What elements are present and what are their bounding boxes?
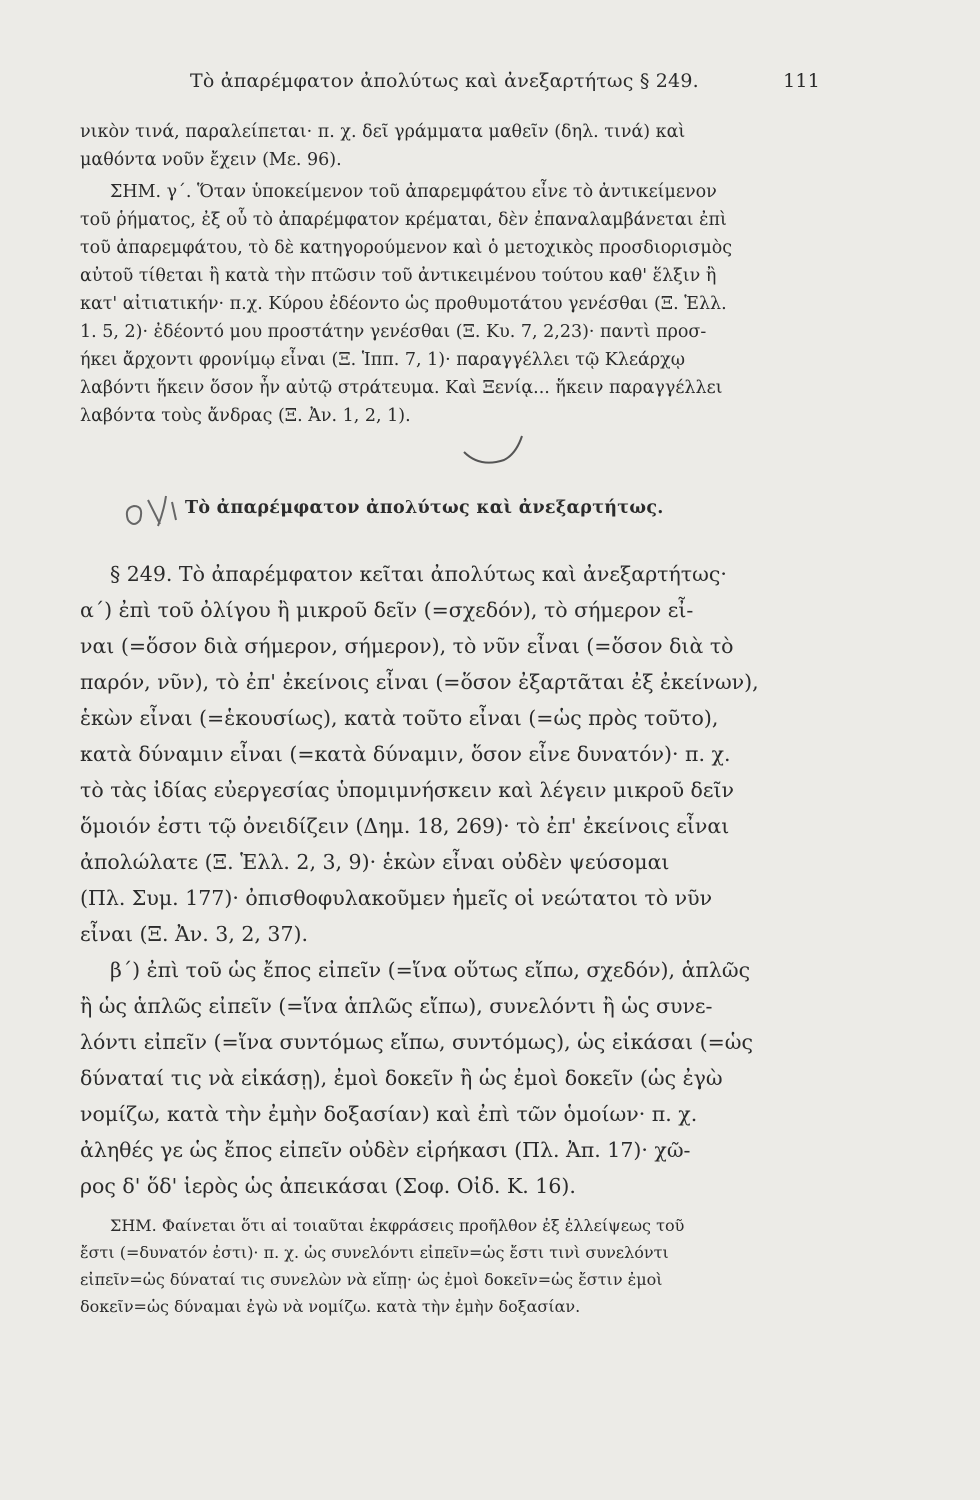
- text-line: τοῦ ῥήματος, ἐξ οὗ τὸ ἀπαρέμφατον κρέμαται, δὲν ἐπαναλαμβάνεται ἐπὶ: [80, 210, 727, 230]
- text-line: ἔστι (=δυνατόν ἐστι)· π. χ. ὡς συνελόντι εἰπεῖν=ὡς ἔστι τινὶ συνελόντι: [80, 1243, 669, 1262]
- text-line: ναι (=ὅσον διὰ σήμερον, σήμερον), τὸ νῦν εἶναι (=ὅσον διὰ τὸ: [80, 634, 734, 658]
- text-line: ΣΗΜ. Φαίνεται ὅτι αἱ τοιαῦται ἐκφράσεις προῆλθον ἐξ ἐλλείψεως τοῦ: [110, 1216, 685, 1235]
- text-line: κατὰ δύναμιν εἶναι (=κατὰ δύναμιν, ὅσον εἶνε δυνατόν)· π. χ.: [80, 742, 731, 766]
- text-line: ρος δ' ὅδ' ἱερὸς ὡς ἀπεικάσαι (Σοφ. Οἰδ. Κ. 16).: [80, 1174, 576, 1198]
- text-line: ήκει ἄρχοντι φρονίμῳ εἶναι (Ξ. Ἱππ. 7, 1)· παραγγέλλει τῷ Κλεάρχῳ: [80, 350, 686, 370]
- text-line: 1. 5, 2)· ἐδέοντό μου προστάτην γενέσθαι (Ξ. Κυ. 7, 2,23)· παντὶ προσ-: [80, 322, 707, 342]
- text-line: ἑκὼν εἶναι (=ἑκουσίως), κατὰ τοῦτο εἶναι (=ὡς πρὸς τοῦτο),: [80, 706, 719, 730]
- text-line: αὐτοῦ τίθεται ἢ κατὰ τὴν πτῶσιν τοῦ ἀντικειμένου τούτου καθ' ἕλξιν ἢ: [80, 266, 717, 286]
- continuation-paragraph: [80, 118, 820, 430]
- section-heading: Τὸ ἀπαρέμφατον ἀπολύτως καὶ ἀνεξαρτήτως.: [185, 498, 664, 518]
- text-line: β΄) ἐπὶ τοῦ ὡς ἔπος εἰπεῖν (=ἵνα οὕτως εἴπω, σχεδόν), ἁπλῶς: [110, 958, 751, 982]
- text-line: εἶναι (Ξ. Ἀν. 3, 2, 37).: [80, 922, 309, 946]
- text-line: παρόν, νῦν), τὸ ἐπ' ἐκείνοις εἶναι (=ὅσον ἐξαρτᾶται ἐξ ἐκείνων),: [80, 670, 759, 694]
- text-line: (Πλ. Συμ. 177)· ὀπισθοφυλακοῦμεν ἡμεῖς οἱ νεώτατοι τὸ νῦν: [80, 886, 713, 910]
- pencil-mark: [460, 430, 530, 470]
- text-line: § 249. Τὸ ἀπαρέμφατον κεῖται ἀπολύτως καὶ ἀνεξαρτήτως·: [110, 562, 727, 586]
- page-number: 111: [783, 70, 820, 92]
- text-line: ἀπολώλατε (Ξ. Ἑλλ. 2, 3, 9)· ἑκὼν εἶναι οὐδὲν ψεύσομαι: [80, 850, 670, 874]
- text-line: λαβόντι ἥκειν ὅσον ἦν αὐτῷ στράτευμα. Καὶ Ξενίᾳ... ἥκειν παραγγέλλει: [80, 378, 723, 398]
- header-title: Τὸ ἀπαρέμφατον ἀπολύτως καὶ ἀνεξαρτήτως § 249.: [190, 70, 699, 92]
- text-line: λόντι εἰπεῖν (=ἵνα συντόμως εἴπω, συντόμως), ὡς εἰκάσαι (=ὡς: [80, 1030, 753, 1054]
- text-line: δύναταί τις νὰ εἰκάσῃ), ἐμοὶ δοκεῖν ἢ ὡς ἐμοὶ δοκεῖν (ὡς ἐγὼ: [80, 1066, 723, 1090]
- text-line: ἢ ὡς ἁπλῶς εἰπεῖν (=ἵνα ἁπλῶς εἴπω), συνελόντι ἢ ὡς συνε-: [80, 994, 713, 1018]
- text-line: νομίζω, κατὰ τὴν ἐμὴν δοξασίαν) καὶ ἐπὶ τῶν ὁμοίων· π. χ.: [80, 1102, 698, 1126]
- text-line: ΣΗΜ. γ΄. Ὅταν ὑποκείμενον τοῦ ἀπαρεμφάτου εἶνε τὸ ἀντικείμενον: [110, 182, 717, 202]
- text-line: λαβόντα τοὺς ἄνδρας (Ξ. Ἀν. 1, 2, 1).: [80, 406, 411, 426]
- main-paragraph: [80, 556, 820, 1204]
- handwritten-annotation-icon: [120, 490, 190, 532]
- text-line: ἀληθές γε ὡς ἔπος εἰπεῖν οὐδὲν εἰρήκασι (Πλ. Ἀπ. 17)· χῶ-: [80, 1138, 691, 1162]
- text-line: νικὸν τινά, παραλείπεται· π. χ. δεῖ γράμματα μαθεῖν (δηλ. τινά) καὶ: [80, 122, 686, 142]
- text-line: μαθόντα νοῦν ἔχειν (Με. 96).: [80, 150, 342, 170]
- text-line: εἰπεῖν=ὡς δύναταί τις συνελὼν νὰ εἴπῃ· ὡς ἐμοὶ δοκεῖν=ὡς ἔστιν ἐμοὶ: [80, 1270, 663, 1289]
- text-line: τὸ τὰς ἰδίας εὐεργεσίας ὑπομιμνήσκειν καὶ λέγειν μικροῦ δεῖν: [80, 778, 735, 802]
- text-line: δοκεῖν=ὡς δύναμαι ἐγὼ νὰ νομίζω. κατὰ τὴν ἐμὴν δοξασίαν.: [80, 1297, 581, 1316]
- text-line: α΄) ἐπὶ τοῦ ὀλίγου ἢ μικροῦ δεῖν (=σχεδόν), τὸ σήμερον εἶ-: [80, 598, 694, 622]
- text-line: κατ' αἰτιατικήν· π.χ. Κύρου ἐδέοντο ὡς προθυμοτάτου γενέσθαι (Ξ. Ἑλλ.: [80, 294, 727, 314]
- note-paragraph: [80, 1212, 820, 1320]
- text-line: ὅμοιόν ἐστι τῷ ὀνειδίζειν (Δημ. 18, 269)· τὸ ἐπ' ἐκείνοις εἶναι: [80, 814, 730, 838]
- text-line: τοῦ ἀπαρεμφάτου, τὸ δὲ κατηγορούμενον καὶ ὁ μετοχικὸς προσδιορισμὸς: [80, 238, 733, 258]
- running-header: [80, 70, 820, 100]
